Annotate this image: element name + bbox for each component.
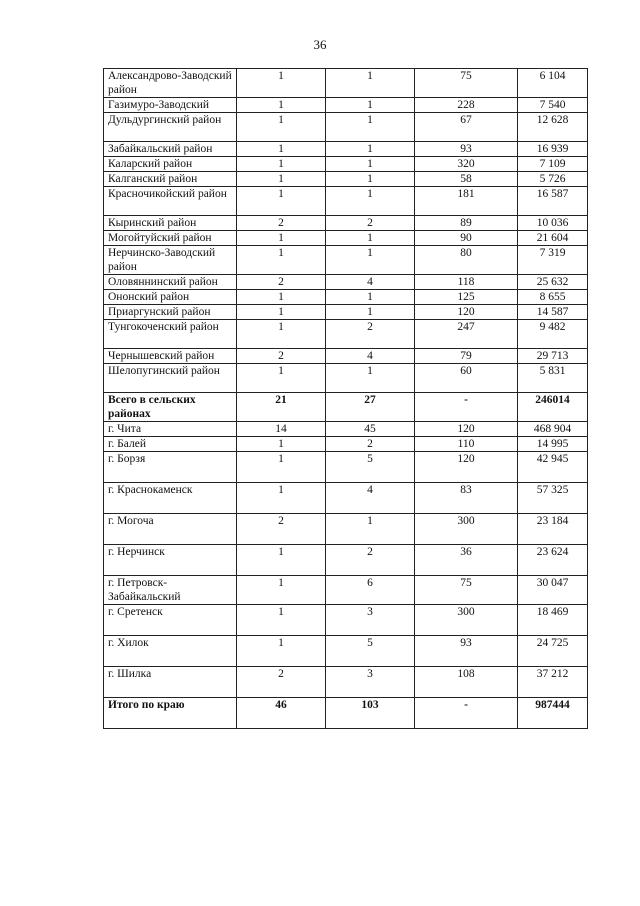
table-row <box>104 246 588 275</box>
value-cell-2: 1 <box>326 69 415 98</box>
value-cell-2: 4 <box>326 275 415 290</box>
value-cell-1: 1 <box>237 142 326 157</box>
value-cell-2: 1 <box>326 231 415 246</box>
value-cell-1: 1 <box>237 576 326 605</box>
region-name-cell: Забайкальский район <box>104 142 237 157</box>
value-cell-1: 1 <box>237 636 326 667</box>
value-cell-4: 30 047 <box>518 576 588 605</box>
table-row <box>104 142 588 157</box>
table-row <box>104 393 588 422</box>
value-cell-4: 987444 <box>518 698 588 729</box>
value-cell-3: 320 <box>415 157 518 172</box>
region-name-cell: г. Сретенск <box>104 605 237 636</box>
value-cell-2: 3 <box>326 605 415 636</box>
value-cell-3: 228 <box>415 98 518 113</box>
table-row <box>104 187 588 216</box>
region-name-cell: Приаргунский район <box>104 305 237 320</box>
value-cell-2: 1 <box>326 172 415 187</box>
value-cell-1: 1 <box>237 483 326 514</box>
value-cell-1: 46 <box>237 698 326 729</box>
value-cell-4: 16 939 <box>518 142 588 157</box>
value-cell-4: 10 036 <box>518 216 588 231</box>
value-cell-4: 25 632 <box>518 275 588 290</box>
table-row <box>104 157 588 172</box>
region-name-cell: Дульдургинский район <box>104 113 237 142</box>
statistics-table <box>103 68 588 729</box>
table-row <box>104 69 588 98</box>
value-cell-1: 1 <box>237 437 326 452</box>
value-cell-4: 6 104 <box>518 69 588 98</box>
value-cell-1: 1 <box>237 545 326 576</box>
table-row <box>104 698 588 729</box>
value-cell-2: 1 <box>326 157 415 172</box>
table-row <box>104 483 588 514</box>
table-row <box>104 364 588 393</box>
page-number: 36 <box>313 37 327 52</box>
value-cell-4: 21 604 <box>518 231 588 246</box>
value-cell-2: 1 <box>326 142 415 157</box>
region-name-cell: г. Борзя <box>104 452 237 483</box>
region-name-cell: г. Хилок <box>104 636 237 667</box>
region-name-cell: Ононский район <box>104 290 237 305</box>
value-cell-3: 67 <box>415 113 518 142</box>
value-cell-3: 125 <box>415 290 518 305</box>
value-cell-1: 1 <box>237 98 326 113</box>
value-cell-3: 110 <box>415 437 518 452</box>
value-cell-1: 1 <box>237 364 326 393</box>
value-cell-2: 2 <box>326 545 415 576</box>
value-cell-1: 1 <box>237 452 326 483</box>
value-cell-4: 5 831 <box>518 364 588 393</box>
value-cell-3: 120 <box>415 305 518 320</box>
table-row <box>104 514 588 545</box>
region-name-cell: Газимуро-Заводский <box>104 98 237 113</box>
value-cell-2: 45 <box>326 422 415 437</box>
value-cell-1: 1 <box>237 305 326 320</box>
value-cell-2: 1 <box>326 364 415 393</box>
value-cell-3: 93 <box>415 636 518 667</box>
table-row <box>104 231 588 246</box>
region-name-cell: Могойтуйский район <box>104 231 237 246</box>
table-row <box>104 422 588 437</box>
value-cell-3: 247 <box>415 320 518 349</box>
value-cell-3: 90 <box>415 231 518 246</box>
value-cell-2: 1 <box>326 187 415 216</box>
value-cell-2: 1 <box>326 305 415 320</box>
value-cell-1: 2 <box>237 514 326 545</box>
value-cell-3: 79 <box>415 349 518 364</box>
value-cell-3: 80 <box>415 246 518 275</box>
region-name-cell: Чернышевский район <box>104 349 237 364</box>
value-cell-4: 16 587 <box>518 187 588 216</box>
value-cell-2: 27 <box>326 393 415 422</box>
table-row <box>104 113 588 142</box>
region-name-cell: Александрово-Заводский район <box>104 69 237 98</box>
value-cell-4: 42 945 <box>518 452 588 483</box>
region-name-cell: Итого по краю <box>104 698 237 729</box>
value-cell-4: 7 319 <box>518 246 588 275</box>
value-cell-4: 12 628 <box>518 113 588 142</box>
table-row <box>104 452 588 483</box>
value-cell-1: 1 <box>237 605 326 636</box>
table-row <box>104 172 588 187</box>
value-cell-3: 75 <box>415 576 518 605</box>
value-cell-4: 468 904 <box>518 422 588 437</box>
table-body <box>104 69 588 729</box>
value-cell-3: 108 <box>415 667 518 698</box>
value-cell-2: 2 <box>326 437 415 452</box>
value-cell-4: 29 713 <box>518 349 588 364</box>
value-cell-1: 2 <box>237 667 326 698</box>
table-row <box>104 437 588 452</box>
value-cell-3: 300 <box>415 514 518 545</box>
value-cell-1: 1 <box>237 113 326 142</box>
value-cell-4: 9 482 <box>518 320 588 349</box>
value-cell-4: 246014 <box>518 393 588 422</box>
region-name-cell: г. Могоча <box>104 514 237 545</box>
region-name-cell: Красночикойский район <box>104 187 237 216</box>
region-name-cell: Тунгокоченский район <box>104 320 237 349</box>
value-cell-2: 1 <box>326 113 415 142</box>
value-cell-4: 23 624 <box>518 545 588 576</box>
value-cell-3: 118 <box>415 275 518 290</box>
region-name-cell: г. Чита <box>104 422 237 437</box>
value-cell-4: 7 109 <box>518 157 588 172</box>
table-row <box>104 98 588 113</box>
table-row <box>104 305 588 320</box>
region-name-cell: Всего в сельских районах <box>104 393 237 422</box>
region-name-cell: г. Краснокаменск <box>104 483 237 514</box>
value-cell-4: 7 540 <box>518 98 588 113</box>
value-cell-4: 14 995 <box>518 437 588 452</box>
value-cell-1: 2 <box>237 216 326 231</box>
value-cell-1: 14 <box>237 422 326 437</box>
table-row <box>104 349 588 364</box>
region-name-cell: г. Петровск-Забайкальский <box>104 576 237 605</box>
value-cell-2: 3 <box>326 667 415 698</box>
value-cell-4: 57 325 <box>518 483 588 514</box>
table-row <box>104 320 588 349</box>
value-cell-4: 18 469 <box>518 605 588 636</box>
region-name-cell: Нерчинско-Заводский район <box>104 246 237 275</box>
value-cell-2: 2 <box>326 320 415 349</box>
table-row <box>104 576 588 605</box>
value-cell-3: 120 <box>415 422 518 437</box>
table-row <box>104 667 588 698</box>
region-name-cell: г. Нерчинск <box>104 545 237 576</box>
value-cell-3: 75 <box>415 69 518 98</box>
value-cell-2: 1 <box>326 514 415 545</box>
value-cell-3: 58 <box>415 172 518 187</box>
value-cell-4: 5 726 <box>518 172 588 187</box>
value-cell-2: 1 <box>326 290 415 305</box>
value-cell-2: 103 <box>326 698 415 729</box>
value-cell-2: 2 <box>326 216 415 231</box>
value-cell-1: 1 <box>237 290 326 305</box>
value-cell-3: 60 <box>415 364 518 393</box>
value-cell-1: 1 <box>237 187 326 216</box>
value-cell-4: 14 587 <box>518 305 588 320</box>
region-name-cell: Кыринский район <box>104 216 237 231</box>
value-cell-1: 1 <box>237 69 326 98</box>
value-cell-1: 2 <box>237 349 326 364</box>
table-row <box>104 290 588 305</box>
table-row <box>104 545 588 576</box>
table-row <box>104 275 588 290</box>
table-row <box>104 216 588 231</box>
value-cell-3: 300 <box>415 605 518 636</box>
value-cell-2: 1 <box>326 246 415 275</box>
table-row <box>104 605 588 636</box>
region-name-cell: г. Шилка <box>104 667 237 698</box>
value-cell-4: 23 184 <box>518 514 588 545</box>
value-cell-2: 6 <box>326 576 415 605</box>
value-cell-3: - <box>415 698 518 729</box>
value-cell-1: 1 <box>237 246 326 275</box>
value-cell-3: - <box>415 393 518 422</box>
value-cell-3: 120 <box>415 452 518 483</box>
value-cell-2: 5 <box>326 636 415 667</box>
region-name-cell: Шелопугинский район <box>104 364 237 393</box>
table-row <box>104 636 588 667</box>
value-cell-4: 37 212 <box>518 667 588 698</box>
region-name-cell: Оловяннинский район <box>104 275 237 290</box>
value-cell-2: 1 <box>326 98 415 113</box>
value-cell-3: 181 <box>415 187 518 216</box>
value-cell-3: 89 <box>415 216 518 231</box>
region-name-cell: Каларский район <box>104 157 237 172</box>
value-cell-1: 1 <box>237 172 326 187</box>
value-cell-2: 4 <box>326 349 415 364</box>
region-name-cell: г. Балей <box>104 437 237 452</box>
value-cell-1: 2 <box>237 275 326 290</box>
value-cell-3: 93 <box>415 142 518 157</box>
value-cell-1: 21 <box>237 393 326 422</box>
region-name-cell: Калганский район <box>104 172 237 187</box>
value-cell-4: 24 725 <box>518 636 588 667</box>
value-cell-1: 1 <box>237 231 326 246</box>
value-cell-1: 1 <box>237 320 326 349</box>
value-cell-4: 8 655 <box>518 290 588 305</box>
value-cell-2: 5 <box>326 452 415 483</box>
value-cell-3: 36 <box>415 545 518 576</box>
value-cell-1: 1 <box>237 157 326 172</box>
value-cell-2: 4 <box>326 483 415 514</box>
value-cell-3: 83 <box>415 483 518 514</box>
